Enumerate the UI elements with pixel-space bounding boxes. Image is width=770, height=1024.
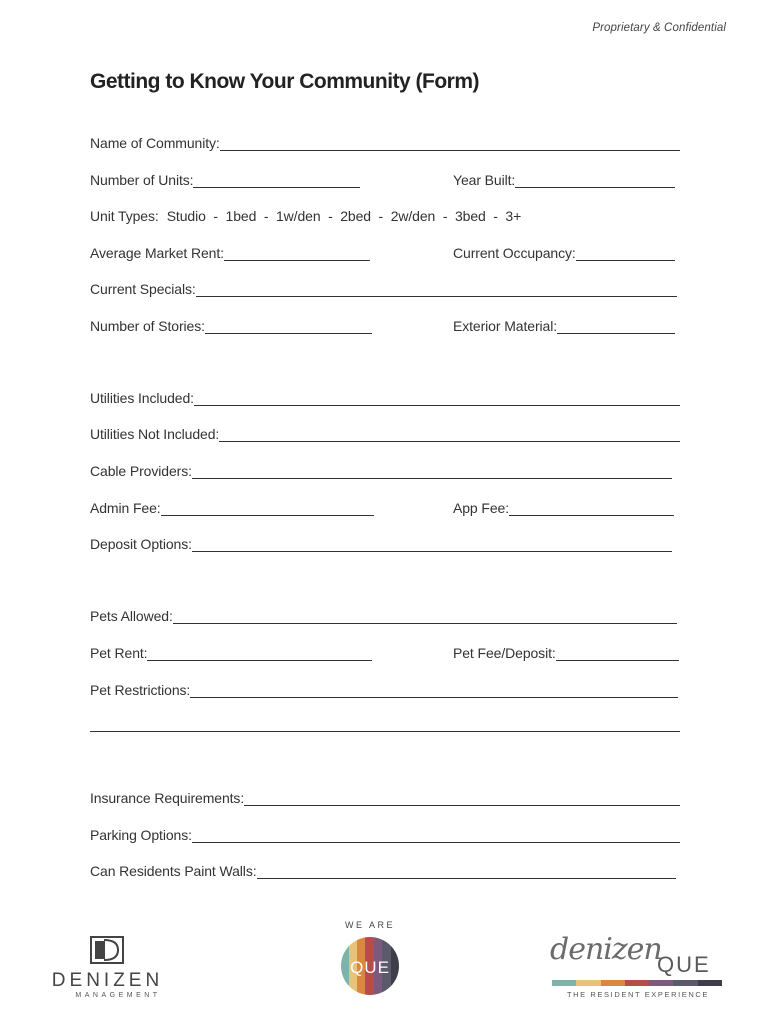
- paint-walls-label: Can Residents Paint Walls:: [90, 863, 257, 879]
- parking-options-line[interactable]: [192, 827, 680, 843]
- denizen-mark-icon: [90, 936, 124, 964]
- average-market-rent-line[interactable]: [224, 245, 370, 261]
- insurance-requirements-line[interactable]: [244, 790, 680, 806]
- app-fee-field[interactable]: [453, 498, 674, 518]
- que-circle-text: QUE: [350, 958, 390, 977]
- number-of-units-label: Number of Units:: [90, 172, 194, 188]
- current-specials-field[interactable]: [90, 279, 677, 299]
- we-are-que-logo: [330, 920, 410, 1010]
- row-units-year: [90, 170, 680, 190]
- admin-fee-label: Admin Fee:: [90, 500, 161, 516]
- pets-allowed-field[interactable]: [90, 606, 677, 626]
- row-utilities-included: [90, 388, 680, 408]
- cable-providers-field[interactable]: [90, 461, 672, 481]
- year-built-label: Year Built:: [453, 172, 516, 188]
- cable-providers-label: Cable Providers:: [90, 463, 192, 479]
- year-built-line[interactable]: [515, 172, 675, 188]
- unit-types-field: [90, 206, 680, 226]
- parking-options-field[interactable]: [90, 825, 680, 845]
- name-of-community-label: Name of Community:: [90, 135, 220, 151]
- year-built-field[interactable]: [453, 170, 675, 190]
- row-current-specials: [90, 279, 680, 299]
- utilities-included-line[interactable]: [194, 390, 680, 406]
- row-pets-allowed: [90, 606, 680, 626]
- deposit-options-line[interactable]: [192, 536, 672, 552]
- denizen-management-logo: [40, 932, 175, 1002]
- pet-fee-deposit-label: Pet Fee/Deposit:: [453, 645, 556, 661]
- we-are-text: WE ARE: [344, 920, 395, 930]
- row-pet-rent-fee: [90, 643, 680, 663]
- pet-restrictions-field[interactable]: [90, 680, 678, 700]
- stripe-4: [625, 980, 649, 986]
- pets-allowed-line[interactable]: [173, 608, 677, 624]
- pet-rent-field[interactable]: [90, 643, 372, 663]
- pet-fee-deposit-field[interactable]: [453, 643, 679, 663]
- paint-walls-field[interactable]: [90, 861, 676, 881]
- number-of-units-line[interactable]: [193, 172, 360, 188]
- row-admin-app-fee: [90, 498, 680, 518]
- current-specials-line[interactable]: [196, 281, 677, 297]
- denizen-que-logo: [550, 932, 730, 1004]
- utilities-included-label: Utilities Included:: [90, 390, 194, 406]
- admin-fee-field[interactable]: [90, 498, 374, 518]
- row-unit-types: [90, 206, 680, 226]
- resident-experience-tagline: THE RESIDENT EXPERIENCE: [566, 990, 710, 999]
- denizen-script-text: denizen: [550, 932, 662, 967]
- denizen-que-text: QUE: [657, 952, 711, 977]
- pet-restrictions-label: Pet Restrictions:: [90, 682, 191, 698]
- pet-restrictions-extra-line[interactable]: [90, 731, 680, 732]
- page-title: Getting to Know Your Community (Form): [90, 70, 480, 93]
- admin-fee-line[interactable]: [161, 500, 374, 516]
- stripe-5: [649, 980, 673, 986]
- pet-rent-line[interactable]: [147, 645, 372, 661]
- number-of-stories-line[interactable]: [205, 318, 372, 334]
- current-occupancy-line[interactable]: [576, 245, 675, 261]
- name-of-community-field[interactable]: [90, 133, 680, 153]
- row-insurance: [90, 788, 680, 808]
- confidential-note: Proprietary & Confidential: [592, 22, 726, 34]
- exterior-material-line[interactable]: [557, 318, 675, 334]
- stripe-1: [552, 980, 576, 986]
- deposit-options-label: Deposit Options:: [90, 536, 192, 552]
- row-rent-occupancy: [90, 243, 680, 263]
- app-fee-line[interactable]: [509, 500, 674, 516]
- number-of-stories-field[interactable]: [90, 316, 372, 336]
- color-stripe-bar: [552, 980, 722, 986]
- current-occupancy-label: Current Occupancy:: [453, 245, 576, 261]
- que-circle-icon: [340, 936, 400, 996]
- utilities-not-included-line[interactable]: [219, 426, 680, 442]
- row-utilities-not-included: [90, 424, 680, 444]
- average-market-rent-label: Average Market Rent:: [90, 245, 224, 261]
- denizen-submark: MANAGEMENT: [75, 992, 161, 999]
- utilities-not-included-label: Utilities Not Included:: [90, 426, 220, 442]
- row-parking: [90, 825, 680, 845]
- name-of-community-line[interactable]: [220, 135, 680, 151]
- pet-restrictions-line[interactable]: [190, 682, 678, 698]
- app-fee-label: App Fee:: [453, 500, 510, 516]
- exterior-material-field[interactable]: [453, 316, 675, 336]
- stripe-3: [601, 980, 625, 986]
- number-of-stories-label: Number of Stories:: [90, 318, 205, 334]
- stripe-6: [673, 980, 697, 986]
- exterior-material-label: Exterior Material:: [453, 318, 558, 334]
- utilities-not-included-field[interactable]: [90, 424, 680, 444]
- average-market-rent-field[interactable]: [90, 243, 370, 263]
- parking-options-label: Parking Options:: [90, 827, 192, 843]
- unit-types-label: Unit Types:: [90, 208, 159, 224]
- unit-types-options[interactable]: Studio - 1bed - 1w/den - 2bed - 2w/den - 3bed - 3+: [166, 208, 522, 224]
- row-name-of-community: [90, 133, 680, 153]
- cable-providers-line[interactable]: [192, 463, 672, 479]
- denizen-wordmark: DENIZEN: [51, 970, 164, 991]
- insurance-requirements-label: Insurance Requirements:: [90, 790, 245, 806]
- current-occupancy-field[interactable]: [453, 243, 675, 263]
- stripe-7: [698, 980, 722, 986]
- current-specials-label: Current Specials:: [90, 281, 196, 297]
- row-stories-exterior: [90, 316, 680, 336]
- row-deposit-options: [90, 534, 680, 554]
- stripe-2: [576, 980, 600, 986]
- paint-walls-line[interactable]: [257, 863, 676, 879]
- pet-rent-label: Pet Rent:: [90, 645, 148, 661]
- insurance-requirements-field[interactable]: [90, 788, 680, 808]
- pets-allowed-label: Pets Allowed:: [90, 608, 173, 624]
- row-cable-providers: [90, 461, 680, 481]
- row-paint-walls: [90, 861, 680, 881]
- number-of-units-field[interactable]: [90, 170, 360, 190]
- pet-fee-deposit-line[interactable]: [556, 645, 679, 661]
- deposit-options-field[interactable]: [90, 534, 672, 554]
- row-pet-restrictions: [90, 680, 680, 700]
- utilities-included-field[interactable]: [90, 388, 680, 408]
